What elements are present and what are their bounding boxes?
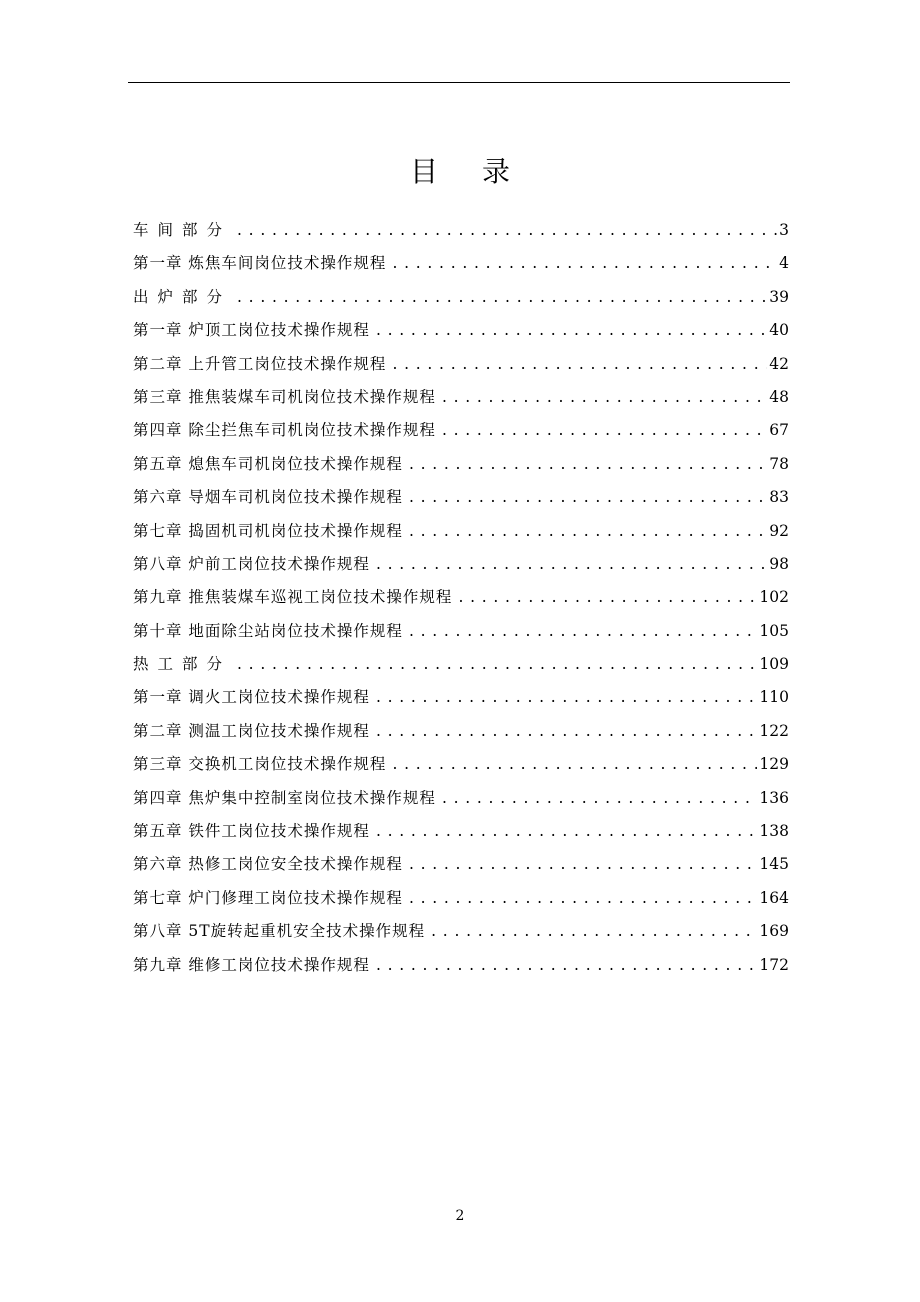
toc-entry-label: 第五章 铁件工岗位技术操作规程 [133,822,370,841]
toc-entry-page: 83 [769,488,789,507]
toc-entry-page: 138 [759,822,789,841]
toc-leader-dots [442,383,767,411]
toc-entry[interactable] [133,350,789,383]
page-number: 2 [455,1208,465,1224]
toc-entry[interactable] [133,316,789,349]
toc-leader-dots [409,850,757,878]
toc-entry-label: 第五章 熄焦车司机岗位技术操作规程 [133,454,403,473]
toc-entry-page: 4 [779,254,789,273]
header-rule [128,82,790,83]
toc-entry-page: 109 [759,655,789,674]
toc-leader-dots [409,617,757,645]
toc-entry[interactable] [133,750,789,783]
toc-entry[interactable] [133,951,789,984]
toc-entry-page: 48 [769,387,789,406]
toc-entry-label: 第四章 焦炉集中控制室岗位技术操作规程 [133,788,436,807]
toc-leader-dots [376,951,757,979]
toc-entry[interactable] [133,683,789,716]
toc-leader-dots [442,784,757,812]
toc-leader-dots [376,316,767,344]
toc-entry-label: 热工部分 [133,655,232,674]
toc-entry[interactable] [133,817,789,850]
toc-leader-dots [392,750,757,778]
toc-leader-dots [376,717,757,745]
toc-entry-label: 第八章 5T旋转起重机安全技术操作规程 [133,922,426,941]
toc-entry-label: 第一章 炼焦车间岗位技术操作规程 [133,254,387,273]
toc-leader-dots [458,583,757,611]
toc-entry-page: 42 [769,354,789,373]
toc-entry[interactable] [133,450,789,483]
toc-entry-label: 第一章 炉顶工岗位技术操作规程 [133,321,370,340]
toc-entry[interactable] [133,617,789,650]
toc-entry-label: 第九章 维修工岗位技术操作规程 [133,955,370,974]
toc-entry-label: 第三章 交换机工岗位技术操作规程 [133,755,387,774]
toc-entry[interactable] [133,884,789,917]
toc-entry[interactable] [133,416,789,449]
toc-leader-dots [409,517,767,545]
toc-entry-label: 第二章 上升管工岗位技术操作规程 [133,354,387,373]
toc-entry[interactable] [133,583,789,616]
toc-entry-page: 39 [769,287,789,306]
toc-entry-label: 车间部分 [133,221,232,239]
toc-entry-page: 105 [759,621,789,640]
toc-entry[interactable] [133,717,789,750]
toc-entry[interactable] [133,517,789,550]
toc-entry-page: 164 [759,888,789,907]
toc-leader-dots [409,450,767,478]
toc-leader-dots [376,683,757,711]
toc-entry-label: 第六章 导烟车司机岗位技术操作规程 [133,488,403,507]
toc-leader-dots [431,917,757,945]
toc-entry-label: 出炉部分 [133,287,232,306]
toc-entry-page: 40 [769,321,789,340]
toc-entry[interactable] [133,483,789,516]
toc-entry-page: 67 [769,421,789,440]
toc-entry-page: 3 [779,221,789,239]
toc-entry-label: 第九章 推焦装煤车巡视工岗位技术操作规程 [133,588,453,607]
toc-entry-label: 第三章 推焦装煤车司机岗位技术操作规程 [133,387,436,406]
toc-entry-label: 第四章 除尘拦焦车司机岗位技术操作规程 [133,421,436,440]
toc-entry[interactable] [133,784,789,817]
toc-entry-label: 第十章 地面除尘站岗位技术操作规程 [133,621,403,640]
toc-entry-page: 102 [759,588,789,607]
toc-leader-dots [237,216,777,244]
toc-entry[interactable] [133,283,789,316]
toc-entry-page: 92 [769,521,789,540]
toc-entry-page: 169 [759,922,789,941]
toc-entry[interactable] [133,550,789,583]
toc-entry-page: 98 [769,554,789,573]
toc-leader-dots [409,483,767,511]
toc-entry-label: 第八章 炉前工岗位技术操作规程 [133,554,370,573]
toc-entry[interactable] [133,216,789,249]
toc-leader-dots [237,283,767,311]
toc-leader-dots [376,817,757,845]
toc-entry-page: 122 [759,721,789,740]
toc-entry-page: 110 [759,688,789,707]
toc-entry[interactable] [133,917,789,950]
table-of-contents [133,216,789,984]
toc-entry[interactable] [133,383,789,416]
toc-leader-dots [392,249,777,277]
toc-entry-label: 第七章 捣固机司机岗位技术操作规程 [133,521,403,540]
toc-entry-page: 145 [759,855,789,874]
toc-entry[interactable] [133,650,789,683]
toc-leader-dots [409,884,757,912]
toc-entry-label: 第六章 热修工岗位安全技术操作规程 [133,855,403,874]
toc-entry-page: 129 [759,755,789,774]
toc-entry-page: 172 [759,955,789,974]
toc-leader-dots [392,350,767,378]
toc-entry-label: 第七章 炉门修理工岗位技术操作规程 [133,888,403,907]
toc-leader-dots [376,550,767,578]
toc-leader-dots [442,416,767,444]
page-title: 目录 [409,155,554,188]
toc-entry-label: 第二章 测温工岗位技术操作规程 [133,721,370,740]
toc-entry-page: 136 [759,788,789,807]
toc-entry-label: 第一章 调火工岗位技术操作规程 [133,688,370,707]
toc-entry[interactable] [133,850,789,883]
toc-leader-dots [237,650,757,678]
toc-entry[interactable] [133,249,789,282]
toc-entry-page: 78 [769,454,789,473]
